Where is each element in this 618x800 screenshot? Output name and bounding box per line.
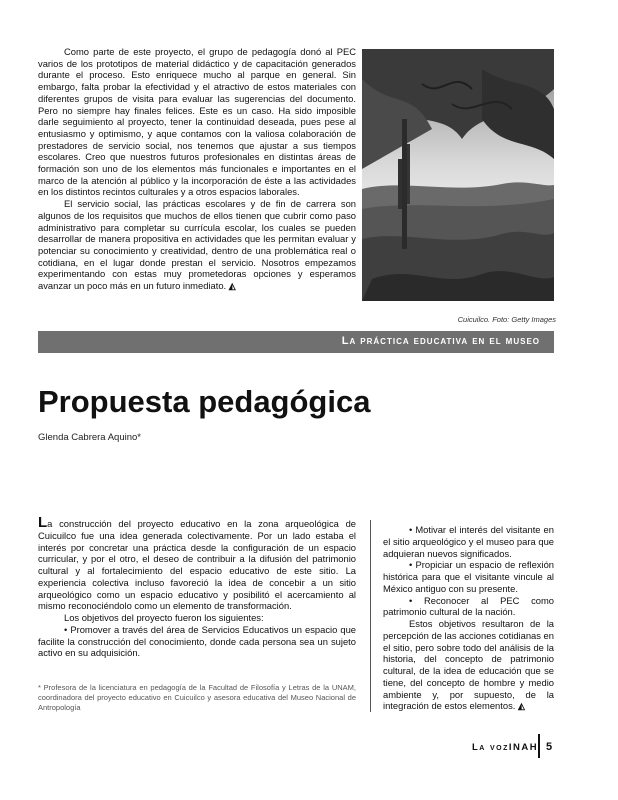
section-band xyxy=(38,331,554,353)
article-column-1 xyxy=(38,514,356,659)
list-item: • Propiciar un espacio de reflexión histórica para que el visitante vincule al México antiguo con su presente. xyxy=(383,559,554,594)
intro-paragraph: El servicio social, las prácticas escolares y de fin de carrera son algunos de los requisitos que muchos de ellos tienen que cubrir como paso administrativo para completar su currícula escolar, los cuales se pueden desarrollar de manera propositiva en actividades que les permitan evaluar y potenciar su conocimiento y creatividad, dentro de una problemática real o cotidiana, en el lugar donde prestan el servicio. Nosotros empezamos experimentando con estas muy prometedoras opciones y esperamos avanzar un poco más en un futuro inmediato. xyxy=(38,198,356,292)
cuicuilco-photo xyxy=(362,49,554,301)
dropcap: L xyxy=(38,514,48,531)
footnote: * Profesora de la licenciatura en pedagogía de la Facultad de Filosofía y Letras de la UNAM, coordinadora del proyecto educativo en Cuicuilco y asesora educativa del Museo Nacional de Antropología xyxy=(38,683,356,712)
footer-divider xyxy=(538,734,540,758)
article-column-2 xyxy=(383,524,554,713)
magazine-name: La vozINAH xyxy=(472,742,539,753)
intro-paragraph: Como parte de este proyecto, el grupo de pedagogía donó al PEC varios de los prototipos de material didáctico y de capacitación generados durante el proceso. Esto enriquece mucho al parque en general. Sin embargo, falta probar la efectividad y el atractivo de estos materiales con diferentes grupos de visita para evaluar las sugerencias del documento. Pero no siempre hay finales felices. Este es un caso. Ha sido imposible darle seguimiento al proyecto, tener la continuidad deseada, pues pese al entusiasmo y optimismo, y aque contamos con la valiosa colaboración de prestadores de servicio social, nos tenemos que ajustar a sus tiempos escolares. Creo que nuestros futuros profesionales en distintas áreas de formación son uno de los elementos más funcionales e importantes en el marco de la atención al público y la incorporación de éste a las actividades en los distintos recintos culturales y a otros espacios laborales. xyxy=(38,46,356,198)
list-item: • Promover a través del área de Servicios Educativos un espacio que facilite la construcción del conocimiento, donde cada persona sea un sujeto activo en su adquisición. xyxy=(38,623,356,659)
page-number: 5 xyxy=(546,741,553,753)
article-paragraph: a construcción del proyecto educativo en la zona arqueológica de Cuicuilco fue una idea generada colectivamente. Por un lado estaba el interés por concretar una práctica desde la configuración de un espacio curricular, y por el otro, el deseo de contribuir a la difusión del patrimonio cultural y al fortalecimiento del espacio educativo de este sitio. La experiencia colectiva incluso favoreció la idea de concebir a un sitio arqueológico como un espacio educativo y posibilitó el acercamiento al mismo reconociéndolo como un elemento de transformación. xyxy=(38,518,356,612)
column-divider xyxy=(370,520,371,712)
article-author: Glenda Cabrera Aquino* xyxy=(38,432,141,443)
intro-text xyxy=(38,46,356,293)
photo-caption: Cuicuilco. Foto: Getty Images xyxy=(457,315,556,324)
list-item: • Motivar el interés del visitante en el sitio arqueológico y el museo para que adquieran nuevos significados. xyxy=(383,524,554,559)
end-mark-icon: ◭ xyxy=(228,281,236,292)
article-paragraph: Los objetivos del proyecto fueron los siguientes: xyxy=(64,612,264,623)
list-item: • Reconocer al PEC como patrimonio cultural de la nación. xyxy=(383,594,554,618)
end-mark-icon: ◭ xyxy=(517,701,525,712)
article-title: Propuesta pedagógica xyxy=(38,384,371,419)
section-label: La práctica educativa en el museo xyxy=(341,335,540,347)
article-paragraph: Estos objetivos resultaron de la percepción de las acciones cotidianas en el sitio, pero sobre todo del análisis de la historia, del concepto de patrimonio cultural, de la idea de educación que se tiene, del concepto de hombre y medio ambiente y, por supuesto, de la integración de estos elementos. xyxy=(383,618,554,712)
